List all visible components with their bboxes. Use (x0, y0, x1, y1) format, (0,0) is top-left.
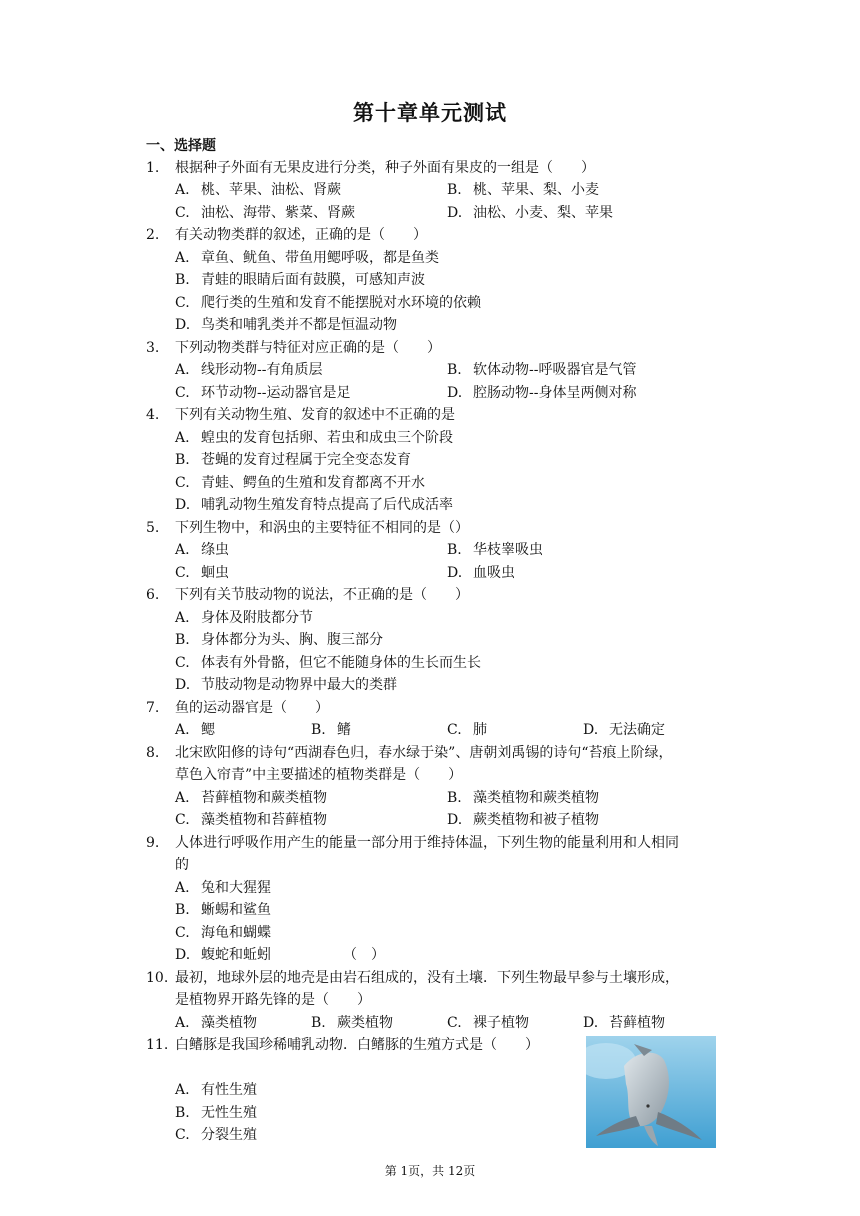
page-footer: 第 1页，共 12页 (384, 1164, 476, 1178)
baiji-dolphin-image (586, 1036, 716, 1148)
question-text: 有关动物类群的叙述，正确的是（ ） (175, 227, 427, 243)
question-text: 下列有关动物生殖、发育的叙述中不正确的是 (175, 407, 455, 423)
question-text: 鱼的运动器官是（ ） (175, 700, 329, 716)
option-b[interactable]: B. 蕨类植物 (311, 1015, 393, 1031)
option-c[interactable]: C. 体表有外骨骼，但它不能随身体的生长而生长 (175, 655, 481, 671)
option-b[interactable]: B. 苍蝇的发育过程属于完全变态发育 (175, 452, 411, 468)
option-b[interactable]: B. 软体动物--呼吸器官是气管 (447, 362, 637, 378)
option-d[interactable]: D. 蝮蛇和蚯蚓 (175, 947, 271, 963)
question-number: 6. (146, 587, 160, 603)
page-title: 第十章单元测试 (353, 100, 507, 125)
question-text: 人体进行呼吸作用产生的能量一部分用于维持体温，下列生物的能量利用和人相同 (175, 835, 679, 851)
option-a[interactable]: A. 鳃 (175, 722, 215, 738)
question-number: 4. (146, 407, 160, 423)
question-text: 根据种子外面有无果皮进行分类，种子外面有果皮的一组是（ ） (175, 160, 595, 176)
option-c[interactable]: C. 油松、海带、紫菜、肾蕨 (175, 205, 355, 221)
question-text-continued: 是植物界开路先锋的是（ ） (175, 992, 371, 1008)
option-d[interactable]: D. 无法确定 (583, 722, 665, 738)
question-number: 3. (146, 340, 160, 356)
option-c[interactable]: C. 海龟和蝴蝶 (175, 925, 271, 941)
question-number: 8. (146, 745, 160, 761)
section-heading: 一、选择题 (146, 138, 216, 154)
option-b[interactable]: B. 藻类植物和蕨类植物 (447, 790, 599, 806)
option-a[interactable]: A. 身体及附肢都分节 (175, 610, 313, 626)
option-a[interactable]: A. 有性生殖 (175, 1082, 257, 1098)
option-c[interactable]: C. 分裂生殖 (175, 1127, 257, 1143)
option-d[interactable]: D. 蕨类植物和被子植物 (447, 812, 599, 828)
option-b[interactable]: B. 身体都分为头、胸、腹三部分 (175, 632, 383, 648)
option-c[interactable]: C. 青蛙、鳄鱼的生殖和发育都离不开水 (175, 475, 425, 491)
question-text: 下列有关节肢动物的说法，不正确的是（ ） (175, 587, 469, 603)
option-c[interactable]: C. 蛔虫 (175, 565, 229, 581)
option-c[interactable]: C. 藻类植物和苔藓植物 (175, 812, 327, 828)
option-c[interactable]: C. 环节动物--运动器官是足 (175, 385, 351, 401)
option-d[interactable]: D. 血吸虫 (447, 565, 515, 581)
question-number: 11. (146, 1037, 169, 1053)
option-a[interactable]: A. 蝗虫的发育包括卵、若虫和成虫三个阶段 (175, 430, 453, 446)
option-d[interactable]: D. 腔肠动物--身体呈两侧对称 (447, 385, 637, 401)
option-a[interactable]: A. 桃、苹果、油松、肾蕨 (175, 182, 341, 198)
question-number: 2. (146, 227, 160, 243)
option-b[interactable]: B. 桃、苹果、梨、小麦 (447, 182, 599, 198)
option-b[interactable]: B. 华枝睾吸虫 (447, 542, 543, 558)
option-c[interactable]: C. 爬行类的生殖和发育不能摆脱对水环境的依赖 (175, 295, 481, 311)
option-b[interactable]: B. 无性生殖 (175, 1105, 257, 1121)
question-text-continued: 的 (175, 857, 189, 873)
option-a[interactable]: A. 绦虫 (175, 542, 229, 558)
option-a[interactable]: A. 苔藓植物和蕨类植物 (175, 790, 327, 806)
option-d[interactable]: D. 苔藓植物 (583, 1015, 665, 1031)
option-a[interactable]: A. 藻类植物 (175, 1015, 257, 1031)
question-text: 下列生物中，和涡虫的主要特征不相同的是（） (175, 520, 469, 536)
question-text: 下列动物类群与特征对应正确的是（ ） (175, 340, 441, 356)
option-a[interactable]: A. 兔和大猩猩 (175, 880, 271, 896)
question-number: 9. (146, 835, 160, 851)
question-text: 最初，地球外层的地壳是由岩石组成的，没有土壤．下列生物最早参与土壤形成， (175, 970, 679, 986)
option-c[interactable]: C. 肺 (447, 722, 487, 738)
option-d[interactable]: D. 哺乳动物生殖发育特点提高了后代成活率 (175, 497, 453, 513)
option-a[interactable]: A. 线形动物--有角质层 (175, 362, 323, 378)
question-number: 7. (146, 700, 160, 716)
option-d[interactable]: D. 节肢动物是动物界中最大的类群 (175, 677, 397, 693)
option-b[interactable]: B. 鳍 (311, 722, 351, 738)
option-b[interactable]: B. 青蛙的眼睛后面有鼓膜，可感知声波 (175, 272, 425, 288)
question-text: 北宋欧阳修的诗句“西湖春色归，春水绿于染”、唐朝刘禹锡的诗句“苔痕上阶绿， (175, 745, 673, 761)
question-text: 白鳍豚是我国珍稀哺乳动物．白鳍豚的生殖方式是（ ） (175, 1037, 539, 1053)
question-text-continued: 草色入帘青”中主要描述的植物类群是（ ） (175, 767, 463, 783)
answer-paren: （ ） (343, 947, 385, 963)
question-number: 1. (146, 160, 160, 176)
option-d[interactable]: D. 油松、小麦、梨、苹果 (447, 205, 613, 221)
question-number: 10. (146, 970, 169, 986)
option-d[interactable]: D. 鸟类和哺乳类并不都是恒温动物 (175, 317, 397, 333)
question-number: 5. (146, 520, 160, 536)
option-a[interactable]: A. 章鱼、鱿鱼、带鱼用鳃呼吸，都是鱼类 (175, 250, 439, 266)
option-c[interactable]: C. 裸子植物 (447, 1015, 529, 1031)
option-b[interactable]: B. 蜥蜴和鲨鱼 (175, 902, 271, 918)
